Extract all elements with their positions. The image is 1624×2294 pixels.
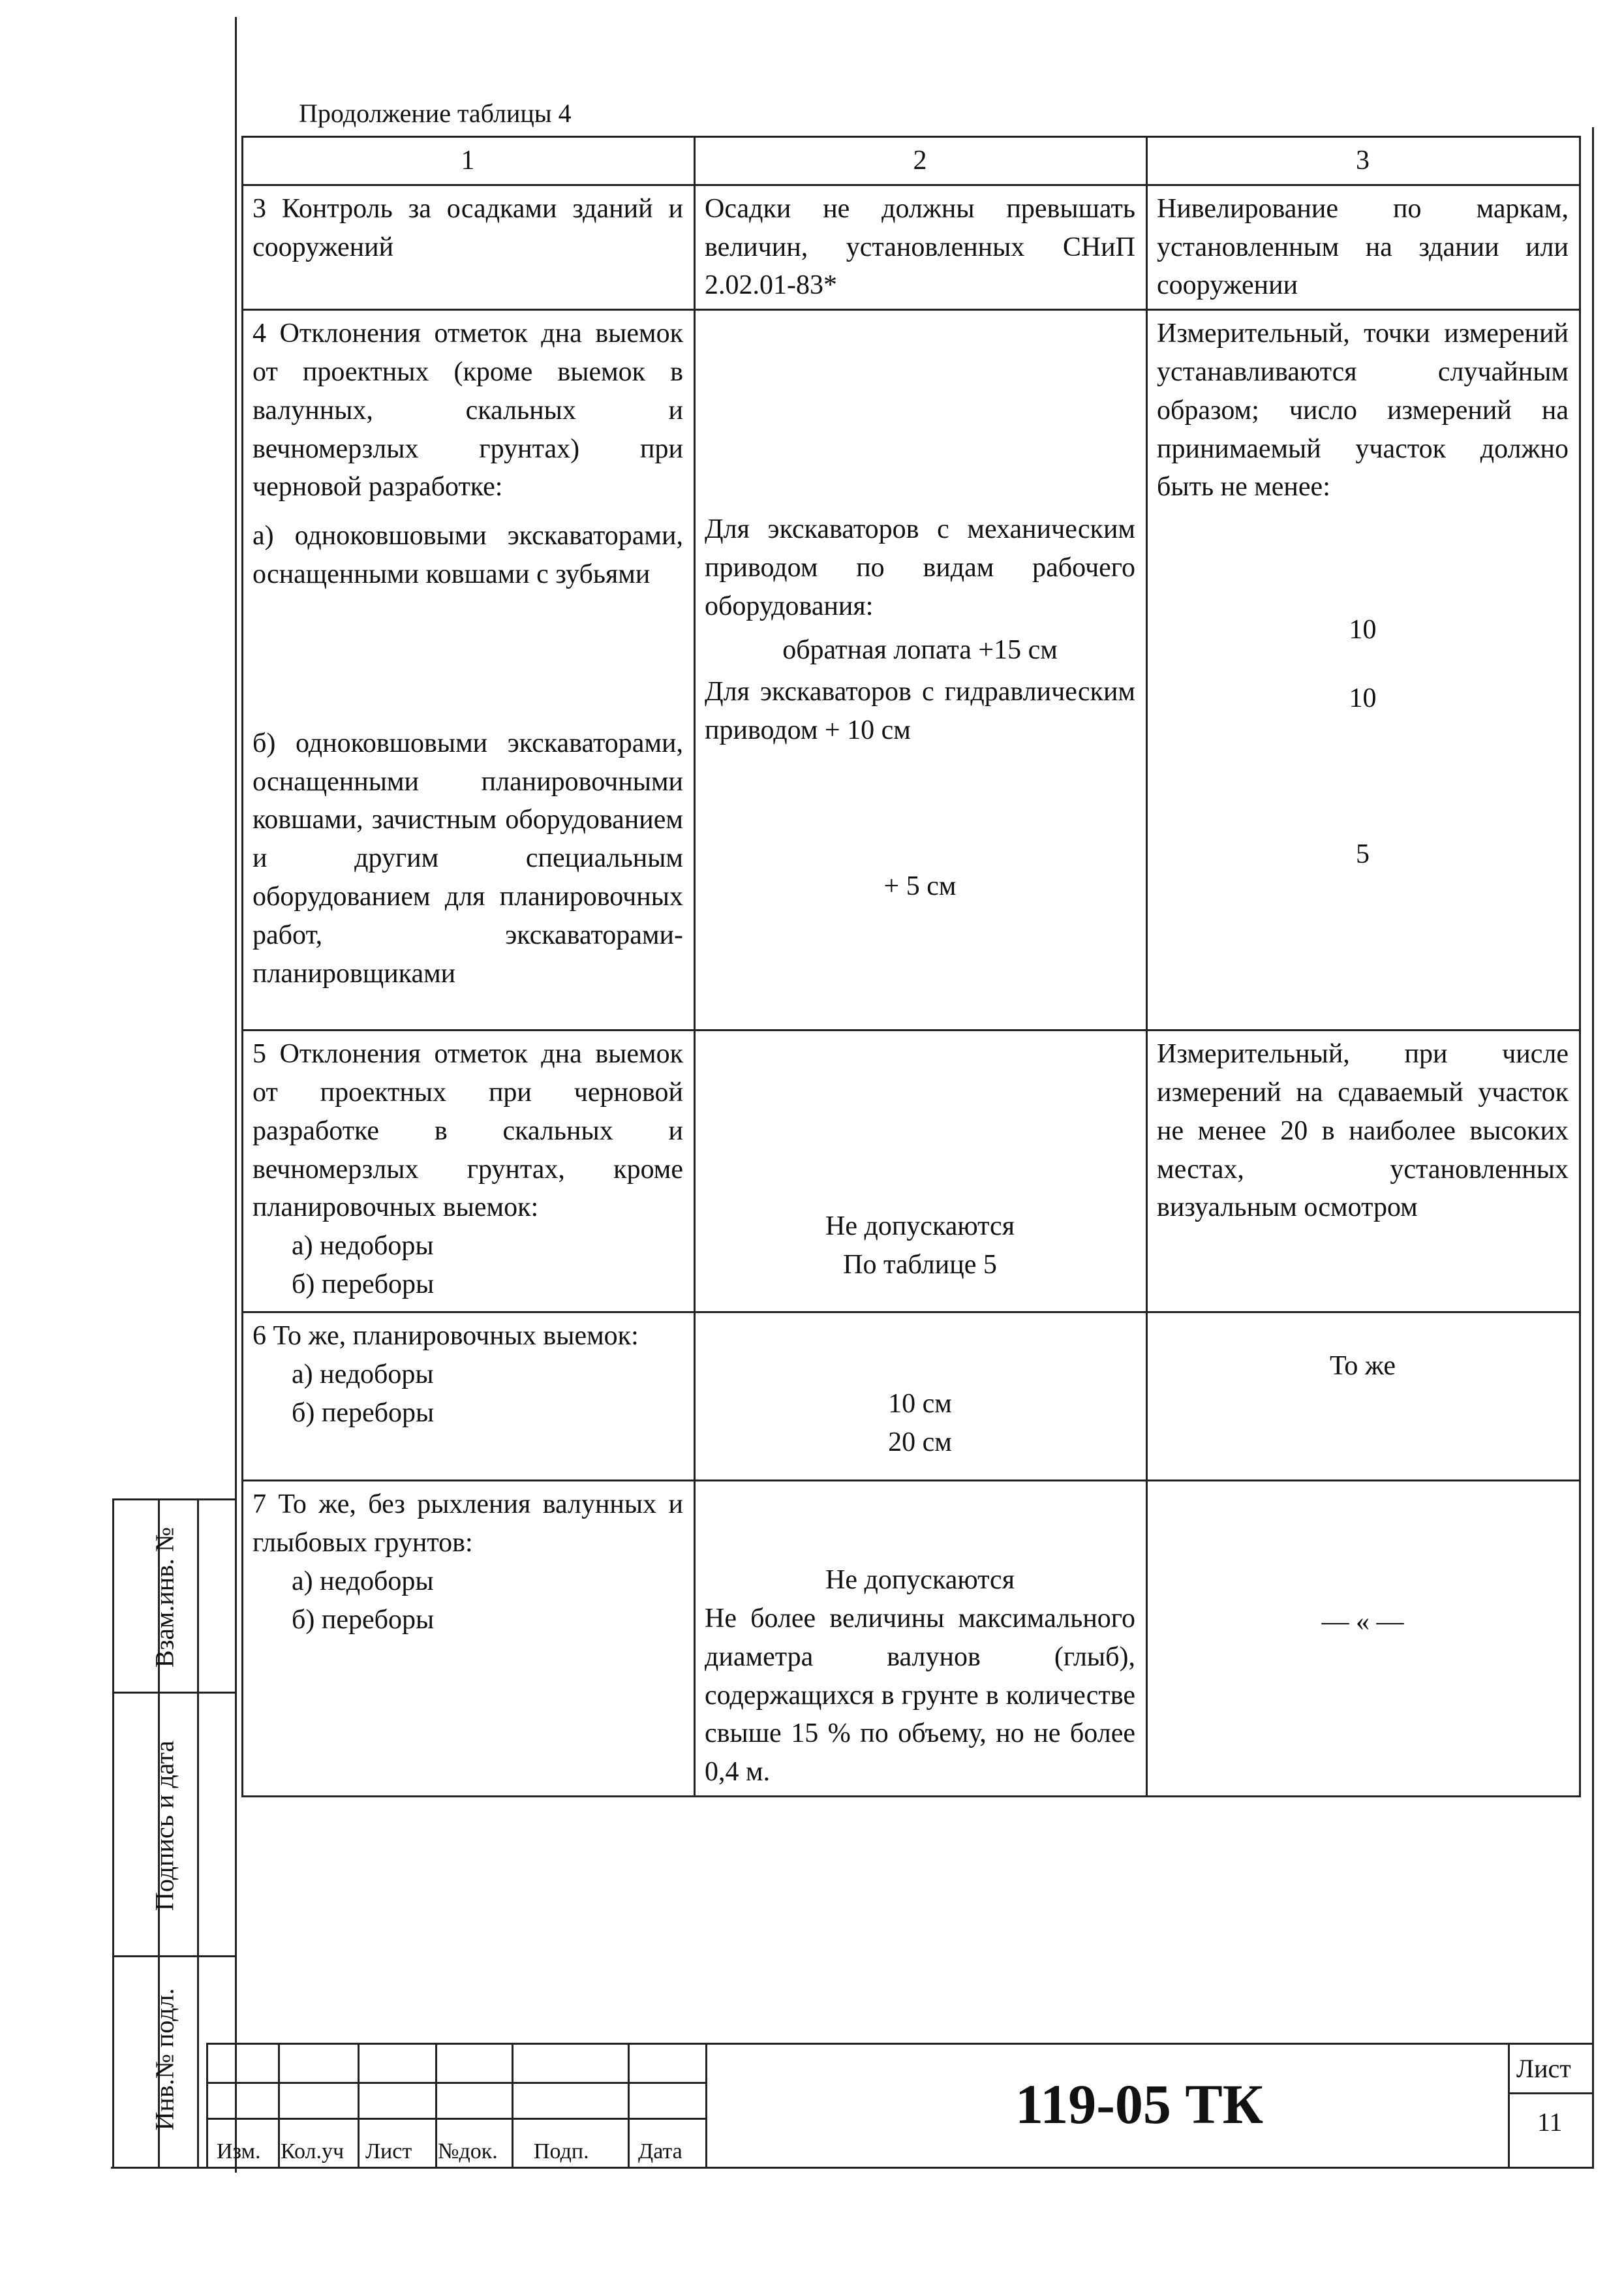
- table-row-5: [243, 1031, 1580, 1312]
- tb-col-line-3: [435, 2043, 437, 2167]
- tb-label-list: Лист: [365, 2139, 412, 2163]
- row4-method: [1147, 310, 1580, 1031]
- row7-value-a: Не допускаются: [825, 1565, 1015, 1596]
- row4-method-intro: Измерительный, точки измерений устанавливаются случайным образом; число измерений на принимаемый участок должно быть не менее:: [1157, 318, 1569, 503]
- row4-requirement: [695, 310, 1147, 1031]
- tb-label-izm: Изм.: [217, 2139, 261, 2163]
- row4-intro: 4 Отклонения отметок дна выемок от проектных (кроме выемок в валунных, скальных и вечномерзлых грунтах) при черновой разработке:: [253, 318, 683, 503]
- row3-criterion: 3 Контроль за осадками зданий и сооружений: [243, 185, 695, 309]
- row5-item-a: а) недоборы: [292, 1231, 434, 1262]
- row5-intro: 5 Отклонения отметок дна выемок от проектных при черновой разработке в скальных и вечномерзлых грунтах, кроме планировочных выемок:: [253, 1039, 683, 1223]
- stamp-col-line-1: [112, 1498, 114, 2167]
- row4-mech-drive: Для экскаваторов с механическим приводом по видам рабочего оборудования:: [705, 514, 1135, 621]
- stamp-col-line-3: [197, 1498, 199, 2167]
- row6-value-b: 20 см: [888, 1427, 952, 1457]
- tb-top-line: [206, 2043, 1594, 2045]
- tb-col-line-6: [705, 2043, 707, 2167]
- row5-value-a: Не допускаются: [825, 1211, 1015, 1242]
- row4-count-3: 5: [1356, 839, 1370, 869]
- requirements-table: [241, 136, 1581, 1797]
- stamp-inv-podl: Инв.№ подл.: [149, 1988, 179, 2131]
- tb-sheet-line: [1508, 2092, 1594, 2094]
- row5-requirement: [695, 1031, 1147, 1312]
- row6-item-b: б) переборы: [292, 1397, 435, 1428]
- table-row-7: [243, 1481, 1580, 1797]
- row7-value-b: Не более величины максимального диаметра валунов (глыб), содержащихся в грунте в количестве свыше 15 % по объему, но не более 0,4 м.: [705, 1603, 1135, 1788]
- row7-criterion: [243, 1481, 695, 1797]
- row6-value-a: 10 см: [888, 1389, 952, 1419]
- stamp-signature-date: Подпись и дата: [149, 1740, 179, 1912]
- row4-plan-tolerance: + 5 см: [883, 871, 957, 901]
- row4-backhoe: обратная лопата +15 см: [782, 634, 1058, 665]
- table-caption: Продолжение таблицы 4: [299, 99, 572, 128]
- tb-sheet-label: Лист: [1516, 2054, 1571, 2083]
- header-col-1: 1: [243, 137, 695, 185]
- tb-col-line-2: [358, 2043, 360, 2167]
- tb-row-line-2: [206, 2118, 705, 2120]
- table-row-3: [243, 185, 1580, 309]
- row6-method: [1147, 1312, 1580, 1481]
- table-row-6: [243, 1312, 1580, 1481]
- tb-col-line-1: [278, 2043, 280, 2167]
- stamp-vzam-inv: Взам.инв. №: [149, 1527, 179, 1668]
- row4-item-a: а) одноковшовыми экскаваторами, оснащенными ковшами с зубьями: [253, 521, 683, 589]
- tb-col-line-7: [1508, 2043, 1510, 2167]
- tb-col-line-5: [628, 2043, 630, 2167]
- title-block: [206, 2043, 1594, 2167]
- row4-count-2: 10: [1349, 683, 1377, 713]
- row5-value-b: По таблице 5: [843, 1249, 997, 1280]
- header-col-3: 3: [1147, 137, 1580, 185]
- row6-item-a: а) недоборы: [292, 1359, 434, 1389]
- frame-left-border: [235, 17, 237, 2173]
- header-col-2: 2: [695, 137, 1147, 185]
- tb-label-podp: Подп.: [534, 2139, 589, 2163]
- tb-label-kol-uch: Кол.уч: [281, 2139, 345, 2163]
- row7-method: [1147, 1481, 1580, 1797]
- row4-count-1: 10: [1349, 615, 1377, 645]
- row5-method: Измерительный, при числе измерений на сдаваемый участок не менее 20 в наиболее высоких местах, установленных визуальным осмотром: [1147, 1031, 1580, 1312]
- row6-method-text: То же: [1329, 1351, 1396, 1382]
- tb-col-line-4: [512, 2043, 513, 2167]
- row6-criterion: [243, 1312, 695, 1481]
- tb-label-data: Дата: [638, 2139, 682, 2163]
- tb-col-line-0: [206, 2043, 208, 2167]
- row3-requirement: Осадки не должны превышать величин, установленных СНиП 2.02.01-83*: [695, 185, 1147, 309]
- row5-item-b: б) переборы: [292, 1269, 435, 1299]
- row7-method-text: — « —: [1321, 1607, 1404, 1637]
- row6-requirement: [695, 1312, 1147, 1481]
- tb-sheet-number: 11: [1537, 2107, 1563, 2137]
- frame-bottom-border: [111, 2167, 1594, 2169]
- row7-item-b: б) переборы: [292, 1604, 435, 1635]
- row7-requirement: [695, 1481, 1147, 1797]
- row4-hydro-drive: Для экскаваторов с гидравлическим приводом + 10 см: [705, 677, 1135, 746]
- table-row-4: [243, 310, 1580, 1031]
- tb-label-n-dok: №док.: [438, 2139, 498, 2163]
- table-header-row: [243, 137, 1580, 185]
- row3-method: Нивелирование по маркам, установленным на здании или сооружении: [1147, 185, 1580, 309]
- row7-intro: 7 То же, без рыхления валунных и глыбовых грунтов:: [253, 1489, 683, 1558]
- tb-row-line-1: [206, 2082, 705, 2084]
- row7-item-a: а) недоборы: [292, 1566, 434, 1596]
- document-code: 119-05 ТК: [1015, 2073, 1264, 2135]
- row4-item-b: б) одноковшовыми экскаваторами, оснащенными планировочными ковшами, зачистным оборудованием и другим специальным оборудованием для планировочных работ, экскаваторами-планировщиками: [253, 728, 683, 989]
- row4-criterion: [243, 310, 695, 1031]
- frame-right-border: [1592, 127, 1594, 2167]
- row6-intro: 6 То же, планировочных выемок:: [253, 1321, 639, 1352]
- row5-criterion: [243, 1031, 695, 1312]
